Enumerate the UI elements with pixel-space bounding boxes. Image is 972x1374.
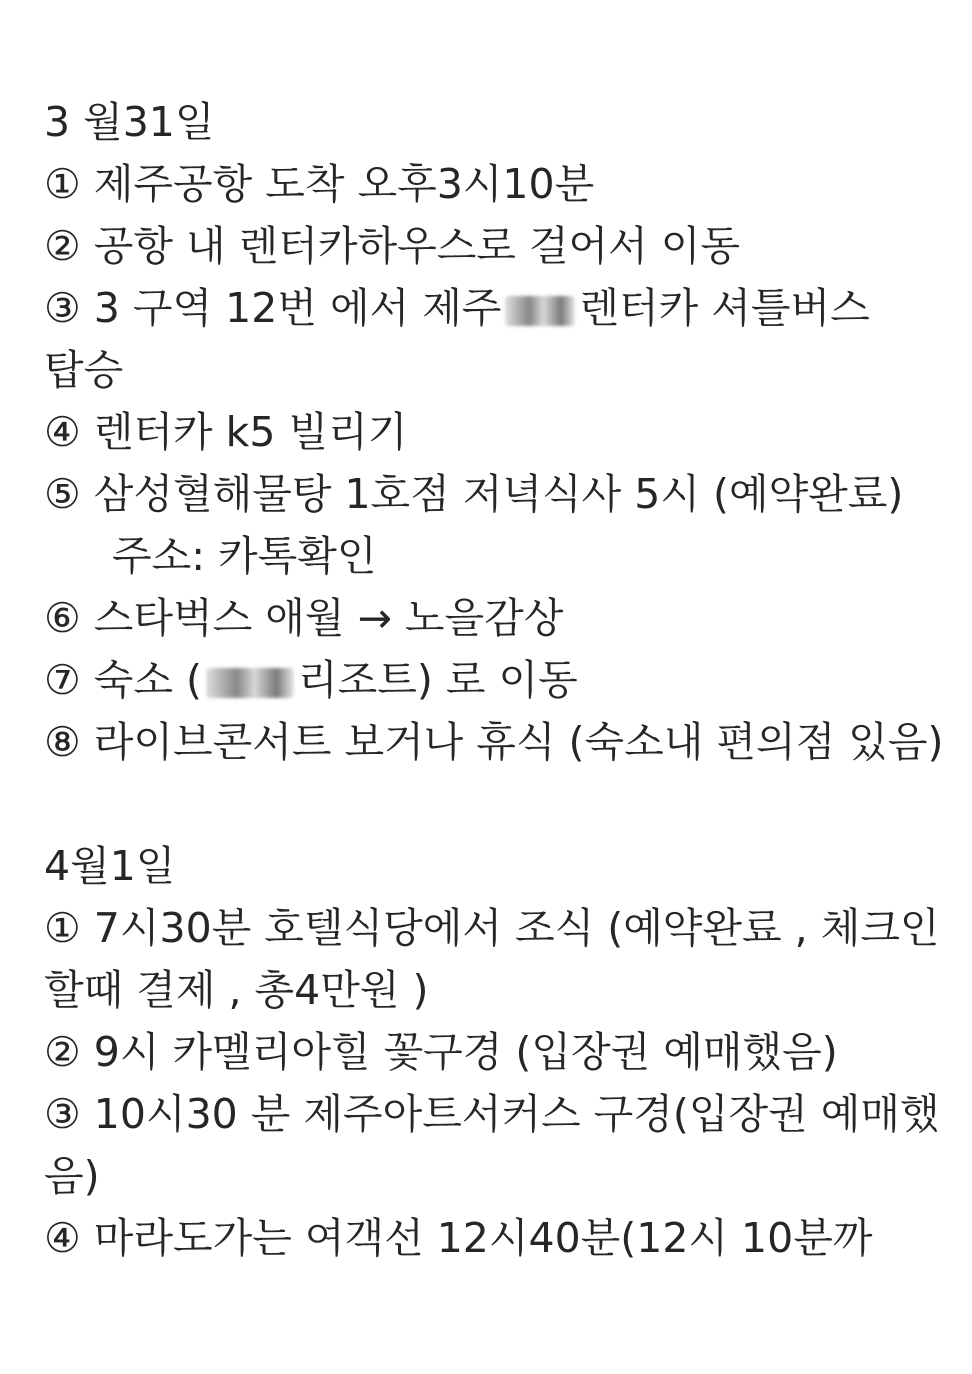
day1-date: 3 월31일 [44,98,215,146]
day1-item-2: ② 공항 내 렌터카하우스로 걸어서 이동 [44,222,741,270]
day2-item-1: ① 7시30분 호텔식당에서 조식 (예약완료 , 체크인할때 결제 , 총4만원 ) [44,904,940,1014]
day1-item-5: ⑤ 삼성혈해물탕 1호점 저녁식사 5시 (예약완료) [44,470,904,518]
day2-item-3: ③ 10시30 분 제주아트서커스 구경(입장권 예매했음) [44,1090,940,1200]
day1-item-3 [44,277,944,339]
day1-item-1: ① 제주공항 도착 오후3시10분 [44,160,595,208]
day1-item-6: ⑥ 스타벅스 애월 → 노을감상 [44,594,564,642]
day2-item-2: ② 9시 카멜리아힐 꽃구경 (입장권 예매했음) [44,1028,838,1076]
day1-item-8: ⑧ 라이브콘서트 보거나 휴식 (숙소내 편의점 있음) [44,718,944,766]
day1-item-7-text-end: 리조트) 로 이동 [298,656,578,704]
day2-date: 4월1일 [44,842,176,890]
day1-item-4: ④ 렌터카 k5 빌리기 [44,408,408,456]
day1-item-7 [44,649,944,711]
day1-item-7-text-start: ⑦ 숙소 ( [44,656,203,704]
day1-item-3-text-start: ③ 3 구역 12번 에서 제주 [44,284,502,332]
section-gap [44,773,944,835]
itinerary-note [44,91,944,1269]
day1-item-3-continued: 탑승 [44,346,124,394]
day2-item-4: ④ 마라도가는 여객선 12시40분(12시 10분까 [44,1214,873,1262]
day1-item-3-text-end: 렌터카 셔틀버스 [579,284,870,332]
redacted-blur [206,668,294,698]
redacted-blur [505,296,575,326]
day1-item-5-address: 주소: 카톡확인 [112,532,377,580]
